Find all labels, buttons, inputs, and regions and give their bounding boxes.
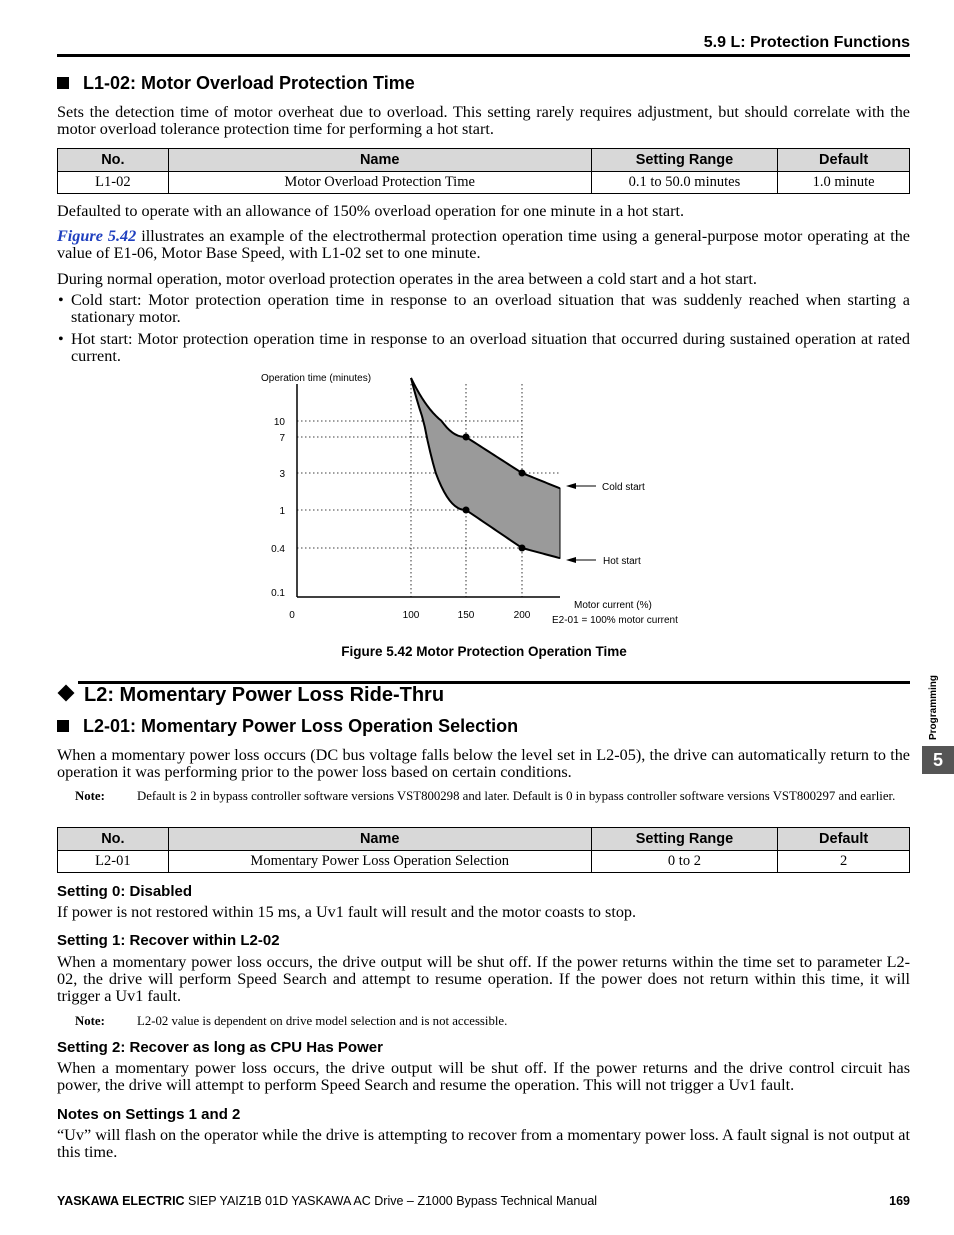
y-tick-label: 0.1 — [271, 588, 285, 599]
note-text: Default is 2 in bypass controller software versions VST800298 and later. Default is 0 in bypass controller software versions VST800297 and earlier. — [137, 789, 896, 803]
cell-no: L1-02 — [58, 172, 169, 194]
x-tick-label: 150 — [457, 610, 475, 621]
setting-2-text: When a momentary power loss occurs, the drive output will be shut off. If the power returns and the drive control circuit has power, the drive will attempt to perform Speed Search and resume the operation. This will not trigger a Uv1 fault. — [57, 1059, 910, 1094]
y-tick-label: 1 — [279, 506, 285, 517]
table-row — [58, 851, 910, 873]
y-axis-title: Operation time (minutes) — [261, 373, 372, 384]
y-tick-label: 7 — [279, 433, 285, 444]
l2-section-title: L2: Momentary Power Loss Ride-Thru — [84, 684, 445, 706]
footer — [57, 1194, 597, 1208]
data-point — [519, 470, 526, 477]
l1-02-intro: Sets the detection time of motor overheat due to overload. This setting rarely requires adjustment, but should correlate with the motor overload tolerance protection time for performing a hot start. — [57, 103, 910, 138]
cell-range: 0.1 to 50.0 minutes — [591, 172, 778, 194]
l1-02-heading: L1-02: Motor Overload Protection Time — [57, 73, 415, 94]
x-axis-subtitle: E2-01 = 100% motor current — [552, 615, 678, 626]
l2-01-intro: When a momentary power loss occurs (DC bus voltage falls below the level set in L2-05), the drive can automatically return to the operation it was performing prior to the power loss based on certain conditions. — [57, 746, 910, 781]
data-point — [519, 545, 526, 552]
bullet-dot: • — [58, 330, 64, 348]
notes-text: “Uv” will flash on the operator while the drive is attempting to recover from a momentary power loss. A fault signal is not output at this time. — [57, 1126, 910, 1161]
running-header: 5.9 L: Protection Functions — [703, 34, 910, 51]
col-header-default: Default — [778, 828, 910, 851]
col-header-range: Setting Range — [591, 828, 778, 851]
hot-start-arrow-head — [566, 557, 576, 563]
x-axis-title: Motor current (%) — [574, 600, 652, 611]
l2-01-heading: L2-01: Momentary Power Loss Operation Selection — [57, 716, 518, 737]
cell-name: Momentary Power Loss Operation Selection — [168, 851, 591, 873]
data-point — [463, 434, 470, 441]
note-label: Note: — [75, 1014, 105, 1028]
setting-0-heading: Setting 0: Disabled — [57, 883, 193, 900]
setting-2-heading: Setting 2: Recover as long as CPU Has Power — [57, 1039, 383, 1056]
col-header-name: Name — [168, 828, 591, 851]
cold-start-arrow-head — [566, 483, 576, 489]
cold-start-label: Cold start — [602, 482, 645, 493]
data-point — [463, 507, 470, 514]
l2-01-parameter-table — [57, 827, 910, 873]
setting-1-heading: Setting 1: Recover within L2-02 — [57, 932, 280, 949]
diamond-icon — [58, 685, 75, 702]
figure-caption: Figure 5.42 Motor Protection Operation Time — [341, 644, 627, 659]
l2-section-heading — [57, 684, 444, 707]
page-number: 169 — [889, 1194, 910, 1208]
col-header-name: Name — [168, 149, 591, 172]
chapter-tab: 5 — [922, 746, 954, 774]
x-tick-label: 100 — [402, 610, 420, 621]
bullet-dot: • — [58, 291, 64, 309]
figure-link[interactable]: Figure 5.42 — [57, 227, 137, 245]
side-tab-label: Programming — [928, 674, 939, 740]
col-header-default: Default — [778, 149, 910, 172]
default-paragraph: Defaulted to operate with an allowance of 150% overload operation for one minute in a hot start. — [57, 202, 685, 220]
note-default — [75, 789, 910, 803]
y-tick-label: 3 — [279, 469, 285, 480]
notes-heading: Notes on Settings 1 and 2 — [57, 1106, 241, 1123]
setting-1-text: When a momentary power loss occurs, the drive output will be shut off. If the power returns within the time set to parameter L2-02, the drive will perform Speed Search and attempt to resume operation. If the power does not return within this time, it will trigger a Uv1 fault. — [57, 953, 910, 1005]
footer-title: SIEP YAIZ1B 01D YASKAWA AC Drive – Z1000 Bypass Technical Manual — [184, 1194, 598, 1208]
cell-no: L2-01 — [58, 851, 169, 873]
footer-brand: YASKAWA ELECTRIC — [57, 1194, 185, 1208]
y-tick-label: 10 — [273, 417, 285, 428]
figure-reference-text: illustrates an example of the electrothermal protection operation time using a general-purpose motor operating at the value of E1-06, Motor Base Speed, with L1-02 set to one minute. — [57, 227, 910, 262]
note-text: L2-02 value is dependent on drive model selection and is not accessible. — [137, 1014, 508, 1028]
col-header-no: No. — [58, 149, 169, 172]
normal-operation-paragraph: During normal operation, motor overload protection operates in the area between a cold start and a hot start. — [57, 270, 757, 288]
note-label: Note: — [75, 789, 105, 803]
cell-name: Motor Overload Protection Time — [168, 172, 591, 194]
col-header-no: No. — [58, 828, 169, 851]
hot-start-label: Hot start — [603, 556, 641, 567]
setting-0-text: If power is not restored within 15 ms, a Uv1 fault will result and the motor coasts to stop. — [57, 903, 637, 921]
note-l2-02 — [75, 1014, 910, 1028]
y-tick-label: 0.4 — [271, 544, 285, 555]
cell-default: 2 — [778, 851, 910, 873]
x-tick-label: 0 — [289, 610, 295, 621]
col-header-range: Setting Range — [591, 149, 778, 172]
x-tick-label: 200 — [513, 610, 531, 621]
bullet-cold-start-text: Cold start: Motor protection operation time in response to an overload situation that was suddenly reached when starting a stationary motor. — [71, 291, 910, 326]
cell-default: 1.0 minute — [778, 172, 910, 194]
bullet-hot-start-text: Hot start: Motor protection operation time in response to an overload situation that occurred during sustained operation at rated current. — [71, 330, 910, 365]
cell-range: 0 to 2 — [591, 851, 778, 873]
